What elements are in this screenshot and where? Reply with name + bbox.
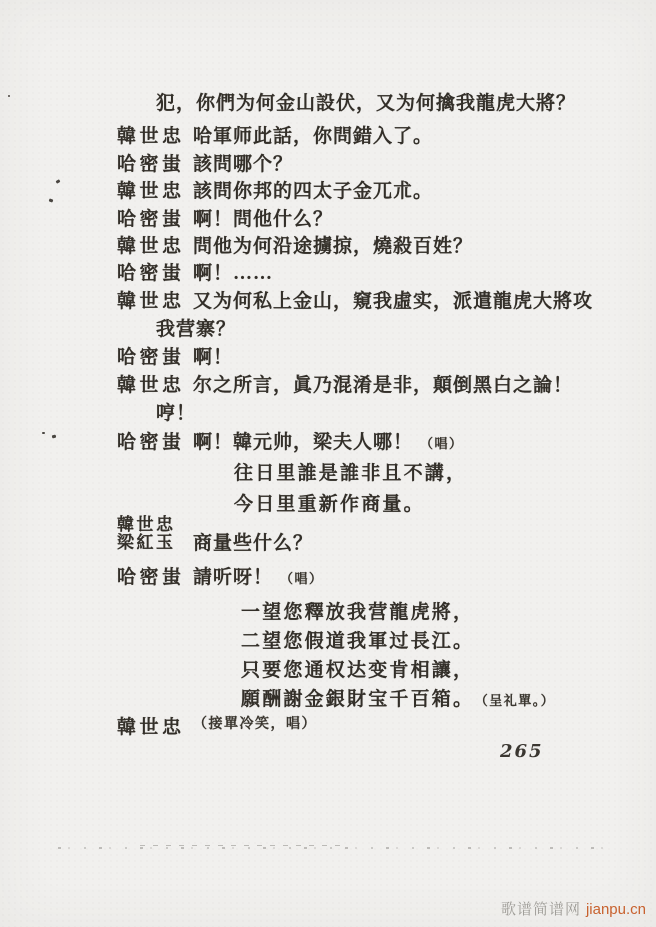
dialogue-text: 商量些什么？ [193, 533, 314, 554]
speaker-name: 哈密蚩 [117, 567, 185, 588]
dialogue-continuation-text: 我营寨？ [156, 319, 237, 340]
script-line [0, 684, 656, 710]
script-line [0, 655, 656, 681]
dialogue-continuation-text: 哼！ [156, 403, 197, 424]
watermark [501, 898, 646, 919]
verse-text: 只要您通权达变肯相讓， [241, 660, 475, 681]
script-line [0, 427, 656, 453]
speaker-name: 哈密蚩 [117, 154, 185, 175]
script-line [0, 562, 656, 588]
dialogue-text: 啊！ [193, 347, 234, 368]
stage-direction: （唱） [280, 571, 324, 586]
script-line [0, 258, 656, 284]
verse-text: 二望您假道我軍过長江。 [241, 631, 475, 652]
speaker-name: 韓世忠 [117, 181, 185, 202]
speaker-name: 韓世忠 [117, 717, 185, 738]
dialogue-text: 又为何私上金山，窺我虛实，派遣龍虎大將攻 [193, 291, 594, 312]
script-line [0, 88, 656, 114]
speaker-name: 哈密蚩 [117, 432, 185, 453]
script-line [0, 149, 656, 175]
page-number: 265 [500, 741, 544, 762]
script-line [0, 712, 656, 738]
script-line [0, 342, 656, 368]
speaker-name: 韓世忠 [117, 291, 185, 312]
script-line [0, 515, 656, 554]
speaker-name: 哈密蚩 [117, 209, 185, 230]
dialogue-text: 啊！韓元帅，梁夫人哪！ [193, 432, 414, 453]
speaker-name: 韓世忠 [117, 126, 185, 147]
verse-text: 願酬謝金銀財宝千百箱。 [241, 689, 475, 710]
dialogue-text: 該問哪个？ [193, 154, 294, 175]
speaker-name: 哈密蚩 [117, 263, 185, 284]
stage-direction: （呈礼單。） [481, 693, 556, 708]
watermark-site-name: 歌谱简谱网 [500, 901, 581, 918]
script-line [0, 370, 656, 396]
script-line [0, 204, 656, 230]
dialogue-text: 請听呀！ [193, 567, 274, 588]
stage-direction: （唱） [420, 436, 464, 451]
speaker-name-dual [117, 516, 176, 552]
watermark-site-url: jianpu.cn [585, 901, 646, 918]
script-line [0, 286, 656, 312]
verse-text: 往日里誰是誰非且不講， [234, 463, 468, 484]
script-line [0, 121, 656, 147]
script-line [0, 626, 656, 652]
scan-artifact-line [140, 845, 340, 846]
dialogue-text: 啊！問他什么？ [193, 209, 334, 230]
speaker-name: 梁紅玉 [117, 533, 176, 552]
speaker-name: 韓世忠 [117, 375, 185, 396]
dialogue-text: 該問你邦的四太子金兀朮。 [193, 181, 434, 202]
stage-direction: （接單冷笑，唱） [193, 717, 317, 732]
ink-speck [8, 95, 10, 97]
script-line [0, 314, 656, 340]
script-line [0, 231, 656, 257]
ink-speck [42, 432, 45, 434]
script-line [0, 489, 656, 515]
script-line [0, 176, 656, 202]
dialogue-text: 尔之所言，眞乃混淆是非，顛倒黑白之論！ [193, 375, 574, 396]
script-line [0, 597, 656, 623]
script-line [0, 458, 656, 484]
speaker-name: 哈密蚩 [117, 347, 185, 368]
speaker-name: 韓世忠 [117, 515, 176, 534]
verse-text: 今日里重新作商量。 [234, 494, 425, 515]
dialogue-text: 哈軍师此話，你問錯入了。 [193, 126, 434, 147]
speaker-name: 韓世忠 [117, 236, 185, 257]
scan-artifact-line [58, 847, 614, 849]
dialogue-text: 啊！…… [193, 263, 274, 284]
script-line [0, 398, 656, 424]
verse-text: 一望您釋放我营龍虎將， [241, 602, 475, 623]
dialogue-text: 問他为何沿途擄掠，燒殺百姓？ [193, 236, 474, 257]
dialogue-continuation-text: 犯，你們为何金山設伏，又为何擒我龍虎大將？ [156, 93, 577, 114]
